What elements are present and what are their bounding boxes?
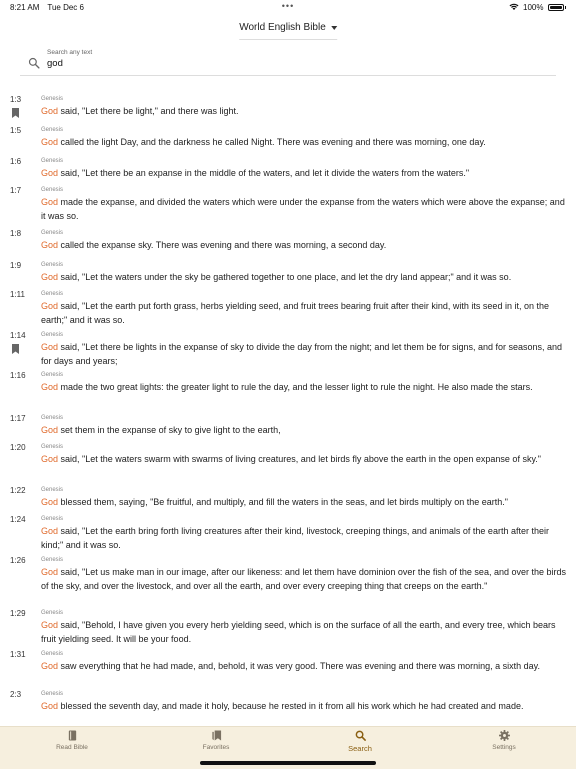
tab-label: Search [348,744,372,753]
verse-ref: 1:17 [10,414,26,423]
highlighted-match: God [41,425,59,435]
battery-percent: 100% [523,2,544,12]
highlighted-match: God [41,661,59,671]
caret-down-icon [331,26,337,30]
verse-text-rest: blessed them, saying, "Be fruitful, and multiply, and fill the waters in the seas, and let birds multiply on the earth." [58,497,508,507]
book-name: Genesis [41,127,64,133]
book-name: Genesis [41,516,64,522]
book-name: Genesis [41,415,64,421]
book-name: Genesis [41,557,64,563]
book-name: Genesis [41,187,64,193]
verse-ref: 1:24 [10,515,26,524]
multitasking-dots-icon[interactable]: ••• [281,1,295,11]
verse-ref: 1:5 [10,126,22,135]
highlighted-match: God [41,567,59,577]
search-field[interactable] [20,46,556,76]
book-name: Genesis [41,230,64,236]
book-name: Genesis [41,332,64,338]
verse-text [41,496,571,510]
verse-text-rest: blessed the seventh day, and made it holy, because he rested in it from all his work which he had created and made. [58,701,524,711]
tab-settings[interactable] [432,727,576,769]
verse-ref: 1:16 [10,371,26,380]
verse-text [41,453,571,467]
search-icon [355,730,366,741]
home-indicator[interactable] [200,761,376,765]
verse-ref: 1:29 [10,609,26,618]
verse-ref: 1:11 [10,290,25,299]
verse-ref: 1:22 [10,486,26,495]
search-input[interactable] [47,58,527,69]
highlighted-match: God [41,620,59,630]
highlighted-match: God [41,168,59,178]
book-name: Genesis [41,158,64,164]
tab-read-bible[interactable] [0,727,144,769]
verse-text [41,136,571,150]
verse-text [41,300,571,327]
search-icon [28,57,40,69]
highlighted-match: God [41,106,59,116]
verse-text-rest: said, "Let us make man in our image, after our likeness: and let them have dominion over the fish of the sea, and over the birds of the sky, and over the livestock, and over all the earth, and over every creeping thing that creeps on the earth." [41,567,566,591]
bookmarks-icon [211,730,222,741]
verse-text-rest: said, "Let the waters swarm with swarms of living creatures, and let birds fly above the earth in the open expanse of sky." [58,454,541,464]
wifi-icon [509,3,519,11]
highlighted-match: God [41,526,59,536]
gear-icon [499,730,510,741]
verse-text-rest: made the two great lights: the greater light to rule the day, and the lesser light to rule the night. He also made the stars. [58,382,533,392]
verse-text [41,167,571,181]
book-name: Genesis [41,651,64,657]
highlighted-match: God [41,137,59,147]
verse-text-rest: made the expanse, and divided the waters which were under the expanse from the waters which were above the expanse; and it was so. [41,197,565,221]
highlighted-match: God [41,342,59,352]
book-name: Genesis [41,372,64,378]
verse-text-rest: said, "Let the earth bring forth living creatures after their kind, livestock, creeping things, and animals of the earth after their kind;" and it was so. [41,526,549,550]
verse-text [41,239,571,253]
highlighted-match: God [41,454,59,464]
verse-ref: 1:14 [10,331,26,340]
verse-text [41,566,571,593]
verse-text-rest: said, "Let there be an expanse in the middle of the waters, and let it divide the waters from the waters." [58,168,470,178]
highlighted-match: God [41,272,59,282]
verse-ref: 1:20 [10,443,26,452]
verse-text-rest: said, "Let there be lights in the expanse of sky to divide the day from the night; and let them be for signs, and for seasons, and for days and years; [41,342,563,366]
book-name: Genesis [41,291,64,297]
verse-ref: 1:7 [10,186,22,195]
highlighted-match: God [41,382,59,392]
bookmark-icon[interactable] [12,108,19,118]
verse-text-rest: called the expanse sky. There was evening and there was morning, a second day. [58,240,387,250]
status-date: Tue Dec 6 [47,2,84,12]
highlighted-match: God [41,240,59,250]
verse-text [41,660,571,674]
tab-label: Read Bible [56,744,88,751]
tab-bar [0,726,576,769]
verse-text [41,105,571,119]
battery-cap [565,6,567,9]
verse-text-rest: saw everything that he had made, and, behold, it was very good. There was evening and there was morning, a sixth day. [58,661,540,671]
status-bar [0,0,576,14]
book-name: Genesis [41,444,64,450]
verse-text [41,341,571,368]
verse-text-rest: said, "Let the earth put forth grass, herbs yielding seed, and fruit trees bearing fruit after their kind, with its seed in it, on the earth;" and it was so. [41,301,549,325]
verse-text [41,700,571,714]
verse-text [41,271,571,285]
highlighted-match: God [41,301,59,311]
bible-version-label: World English Bible [239,22,326,33]
verse-text-rest: said, "Let there be light," and there was light. [58,106,239,116]
tab-label: Settings [492,744,516,751]
battery-icon [548,4,564,11]
book-name: Genesis [41,487,64,493]
verse-ref: 1:3 [10,95,22,104]
highlighted-match: God [41,701,59,711]
highlighted-match: God [41,497,59,507]
verse-ref: 1:9 [10,261,22,270]
verse-ref: 1:8 [10,229,22,238]
verse-ref: 1:6 [10,157,22,166]
book-name: Genesis [41,262,64,268]
search-label: Search any text [47,49,93,56]
bookmark-icon[interactable] [12,344,19,354]
status-time: 8:21 AM [10,2,40,12]
bible-version-selector[interactable] [239,22,337,40]
book-name: Genesis [41,610,64,616]
tab-label: Favorites [202,744,230,751]
verse-text [41,196,571,223]
verse-ref: 2:3 [10,690,22,699]
verse-text-rest: set them in the expanse of sky to give light to the earth, [58,425,281,435]
verse-ref: 1:26 [10,556,26,565]
search-results-list[interactable] [0,90,576,726]
verse-ref: 1:31 [10,650,26,659]
verse-text [41,619,571,646]
verse-text [41,381,571,395]
book-name: Genesis [41,96,64,102]
book-name: Genesis [41,691,64,697]
verse-text [41,424,571,438]
verse-text-rest: said, "Let the waters under the sky be gathered together to one place, and let the dry land appear;" and it was so. [58,272,512,282]
verse-text-rest: said, "Behold, I have given you every herb yielding seed, which is on the surface of all the earth, and every tree, which bears fruit yielding seed. It will be your food. [41,620,556,644]
verse-text-rest: called the light Day, and the darkness he called Night. There was evening and there was morning, one day. [58,137,486,147]
highlighted-match: God [41,197,59,207]
verse-text [41,525,571,552]
book-icon [67,730,78,741]
